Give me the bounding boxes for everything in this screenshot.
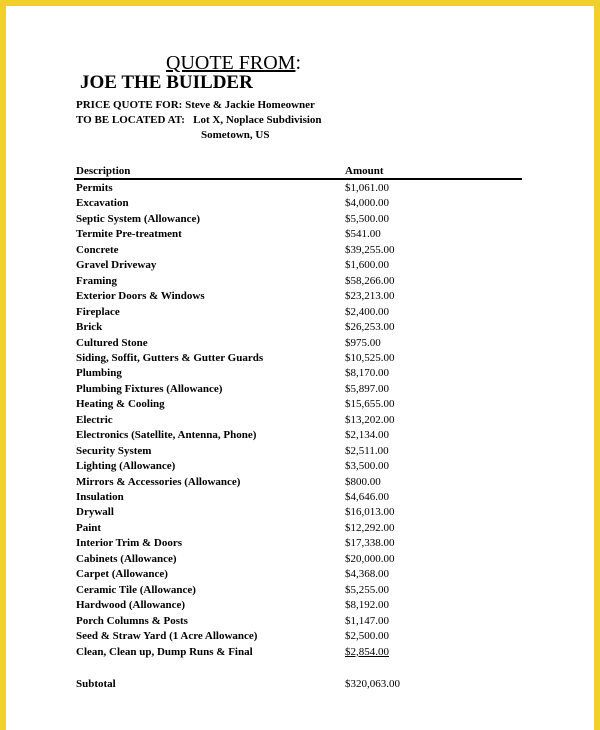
table-row — [6, 599, 594, 614]
table-row — [6, 460, 594, 475]
column-header-description: Description — [76, 165, 131, 177]
item-amount: $10,525.00 — [345, 351, 395, 364]
table-row — [6, 630, 594, 645]
table-row — [6, 584, 594, 599]
item-amount: $58,266.00 — [345, 274, 395, 287]
item-description: Termite Pre-treatment — [76, 228, 182, 241]
item-description: Insulation — [76, 491, 124, 503]
table-row — [6, 491, 594, 506]
item-description: Plumbing — [76, 367, 122, 380]
header-divider — [74, 178, 522, 180]
table-row — [6, 213, 594, 228]
item-description: Excavation — [76, 197, 129, 210]
table-row — [6, 615, 594, 630]
table-row — [6, 476, 594, 491]
item-description: Electric — [76, 413, 113, 426]
item-amount: $4,368.00 — [345, 568, 389, 581]
table-row — [6, 352, 594, 367]
item-amount: $2,400.00 — [345, 305, 389, 318]
item-amount: $1,600.00 — [345, 259, 389, 272]
item-amount: $5,500.00 — [345, 212, 389, 225]
item-amount: $1,147.00 — [345, 614, 389, 627]
item-description: Seed & Straw Yard (1 Acre Allowance) — [76, 630, 258, 643]
item-description: Lighting (Allowance) — [76, 460, 176, 473]
quote-title — [166, 52, 301, 74]
item-description: Drywall — [76, 506, 114, 519]
builder-name: JOE THE BUILDER — [80, 72, 253, 93]
item-amount: $5,897.00 — [345, 382, 389, 395]
table-row — [6, 429, 594, 444]
item-description: Carpet (Allowance) — [76, 568, 168, 581]
table-row — [6, 197, 594, 212]
item-description: Brick — [76, 321, 103, 334]
item-description: Porch Columns & Posts — [76, 614, 188, 627]
item-description: Framing — [76, 274, 117, 287]
item-amount: $541.00 — [345, 228, 381, 241]
item-amount: $5,255.00 — [345, 583, 389, 596]
table-row — [6, 182, 594, 197]
item-amount: $3,500.00 — [345, 460, 389, 473]
item-description: Plumbing Fixtures (Allowance) — [76, 382, 223, 395]
item-amount: $16,013.00 — [345, 506, 395, 519]
item-amount: $2,511.00 — [345, 444, 389, 457]
table-row — [6, 275, 594, 290]
item-description: Cabinets (Allowance) — [76, 552, 177, 565]
item-amount: $26,253.00 — [345, 321, 395, 334]
item-amount: $4,000.00 — [345, 197, 389, 210]
location-line: TO BE LOCATED AT: Lot X, Noplace Subdivision — [76, 114, 322, 126]
item-description: Concrete — [76, 243, 119, 256]
item-amount: $12,292.00 — [345, 521, 395, 534]
item-amount: $13,202.00 — [345, 413, 395, 426]
item-amount: $20,000.00 — [345, 552, 395, 565]
item-description: Heating & Cooling — [76, 398, 165, 411]
table-row — [6, 414, 594, 429]
column-header-amount: Amount — [345, 165, 384, 177]
document-page — [6, 6, 594, 730]
item-description: Siding, Soffit, Gutters & Gutter Guards — [76, 351, 264, 364]
table-row — [6, 506, 594, 521]
item-description: Permits — [76, 182, 113, 194]
table-row — [6, 259, 594, 274]
table-row — [6, 646, 594, 661]
table-row — [6, 383, 594, 398]
table-row — [6, 228, 594, 243]
item-amount: $23,213.00 — [345, 290, 395, 303]
item-description: Interior Trim & Doors — [76, 537, 183, 550]
table-row — [6, 367, 594, 382]
item-amount: $15,655.00 — [345, 398, 395, 411]
item-amount: $39,255.00 — [345, 243, 395, 256]
item-description: Fireplace — [76, 305, 120, 318]
quote-title-text: QUOTE FROM — [166, 52, 296, 74]
location-city: Sometown, US — [201, 129, 270, 141]
item-amount: $17,338.00 — [345, 537, 395, 550]
item-description: Electronics (Satellite, Antenna, Phone) — [76, 429, 257, 442]
item-description: Paint — [76, 521, 102, 534]
table-row — [6, 337, 594, 352]
item-description: Hardwood (Allowance) — [76, 599, 186, 612]
item-amount: $2,500.00 — [345, 630, 389, 643]
price-quote-for: PRICE QUOTE FOR: Steve & Jackie Homeowner — [76, 99, 315, 111]
item-amount: $800.00 — [345, 475, 381, 488]
subtotal-label: Subtotal — [76, 678, 116, 690]
item-amount: $1,061.00 — [345, 182, 389, 194]
item-amount: $975.00 — [345, 336, 381, 349]
table-row — [6, 306, 594, 321]
item-amount: $2,854.00 — [345, 645, 389, 658]
table-row — [6, 445, 594, 460]
item-description: Exterior Doors & Windows — [76, 290, 205, 303]
table-row — [6, 537, 594, 552]
table-row — [6, 568, 594, 583]
item-description: Mirrors & Accessories (Allowance) — [76, 475, 241, 488]
item-description: Clean, Clean up, Dump Runs & Final — [76, 645, 253, 658]
item-amount: $8,192.00 — [345, 599, 389, 612]
item-amount: $4,646.00 — [345, 491, 389, 503]
table-row — [6, 290, 594, 305]
table-row — [6, 244, 594, 259]
quote-title-colon: : — [295, 52, 302, 74]
item-description: Septic System (Allowance) — [76, 212, 201, 225]
item-description: Cultured Stone — [76, 336, 148, 349]
table-row — [6, 553, 594, 568]
item-description: Gravel Driveway — [76, 259, 157, 272]
item-description: Ceramic Tile (Allowance) — [76, 583, 196, 596]
table-row — [6, 321, 594, 336]
table-row — [6, 398, 594, 413]
item-amount: $2,134.00 — [345, 429, 389, 442]
table-row — [6, 522, 594, 537]
item-amount: $8,170.00 — [345, 367, 389, 380]
item-description: Security System — [76, 444, 152, 457]
subtotal-value: $320,063.00 — [345, 678, 400, 690]
